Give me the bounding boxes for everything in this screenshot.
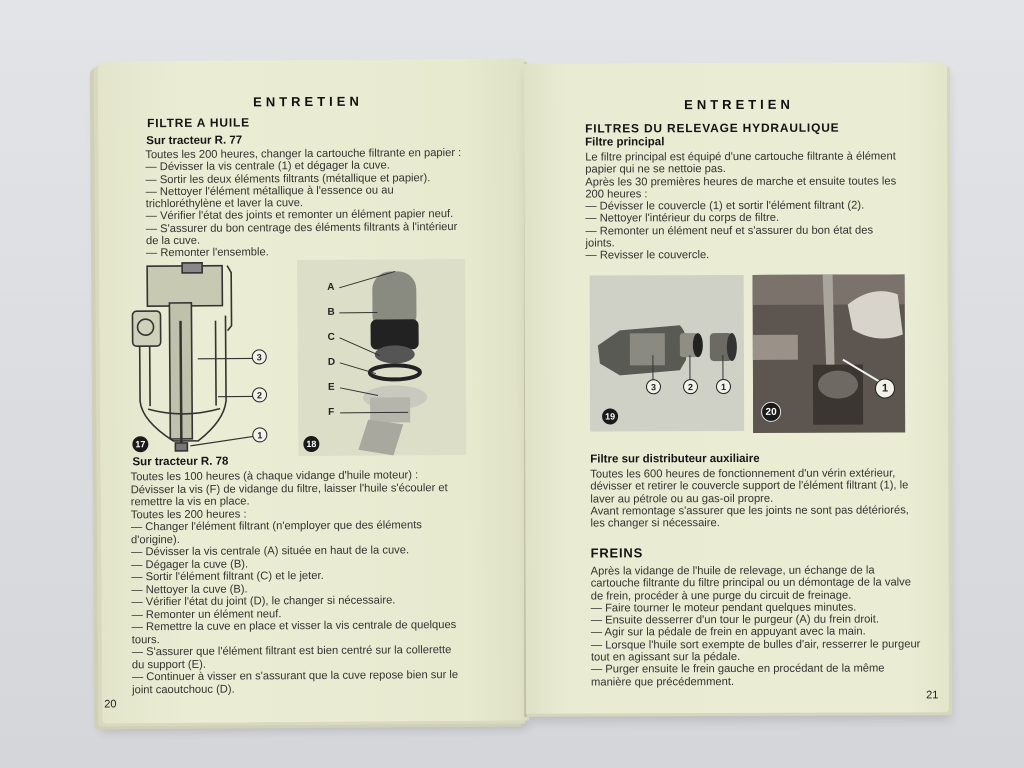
figure-number: 17 (132, 436, 148, 452)
left-page (98, 59, 530, 724)
label-f: F (328, 406, 335, 418)
label-a: A (327, 281, 335, 293)
list-item: — Dévisser le couvercle (1) et sortir l'élément filtrant (2). (585, 199, 865, 213)
callout-1: 1 (875, 378, 895, 398)
list-item: — Nettoyer l'intérieur du corps de filtre. (585, 212, 780, 226)
subsection-title-filtre-principal: Filtre principal (585, 136, 665, 149)
filtre-principal-instructions (585, 150, 897, 262)
figure-number: 20 (761, 402, 781, 422)
list-item: — Remonter un élément neuf. (131, 607, 282, 621)
list-item: — Sortir l'élément filtrant (C) et le jeter. (131, 569, 324, 584)
list-item: — Vérifier l'état du joint (D), le changer si nécessaire. (131, 594, 396, 609)
list-item: — Lorsque l'huile sort exempte de bulles d'air, resserrer le purgeur tout en agissant sur la pédale. (590, 638, 921, 664)
callout-1: 1 (252, 427, 267, 442)
freins-instructions (591, 564, 923, 688)
subsection-title-r77: Sur tracteur R. 77 (146, 134, 243, 148)
running-head: ENTRETIEN (253, 93, 363, 110)
page-number: 20 (104, 698, 117, 711)
paragraph: Toutes les 600 heures de fonctionnement d'un vérin extérieur, dévisser et retirer le couvercle support de l'élément filtrant (1), le laver au pétrole ou au gas-oil propre. (590, 467, 909, 506)
callout-2: 2 (683, 379, 698, 394)
list-item: — S'assurer du bon centrage des éléments filtrants à l'intérieur de la cuve. (145, 220, 458, 248)
figure-number: 18 (303, 436, 319, 452)
list-item: — Remonter un élément neuf et s'assurer du bon état des joints. (585, 224, 874, 250)
figure-17-oil-filter-cutaway (127, 260, 298, 456)
paragraph: Après la vidange de l'huile de relevage, un échange de la cartouche filtrante du filtre principal ou un démontage de la valve de frein, procéder à une purge du circuit de freinage. (590, 564, 911, 603)
paragraph: Toutes les 200 heures : (130, 507, 247, 521)
page-number: 21 (926, 689, 939, 702)
callout-1: 1 (716, 379, 731, 394)
label-b: B (327, 306, 335, 318)
list-item: — Sortir les deux éléments filtrants (métallique et papier). (145, 171, 431, 186)
oil-filter-cutaway-drawing (127, 260, 298, 456)
paragraph: Après les 30 premières heures de marche et ensuite toutes les 200 heures : (585, 175, 897, 201)
list-item: — Dévisser la vis centrale (1) et dégager la cuve. (145, 159, 390, 174)
figure-20-distributor-filter-photo (753, 274, 906, 433)
list-item: — Nettoyer la cuve (B). (131, 582, 248, 596)
list-item: — Continuer à visser en s'assurant que la cuve repose bien sur le joint caoutchouc (D). (131, 668, 459, 696)
callout-3: 3 (252, 349, 267, 364)
list-item: — Ensuite desserrer d'un tour le purgeur (A) du frein droit. (590, 613, 880, 627)
subsection-title-filtre-auxiliaire: Filtre sur distributeur auxiliaire (590, 452, 760, 466)
list-item: — Vérifier l'état des joints et remonter un élément papier neuf. (145, 208, 454, 223)
list-item: — Nettoyer l'élément métallique à l'essence ou au trichloréthylène et laver la cuve. (145, 184, 394, 211)
list-item: — Agir sur la pédale de frein en appuyant avec la main. (590, 626, 866, 639)
filtre-auxiliaire-instructions (590, 467, 910, 530)
label-d: D (327, 356, 336, 368)
section-title-freins: FREINS (590, 545, 644, 561)
list-item: — Remonter l'ensemble. (145, 246, 269, 260)
r78-instructions (131, 469, 466, 696)
figure-19-hydraulic-filter-parts (590, 275, 745, 432)
running-head: ENTRETIEN (684, 96, 794, 113)
label-e: E (327, 381, 335, 393)
subsection-title-r78: Sur tracteur R. 78 (132, 455, 229, 469)
callout-2: 2 (252, 387, 267, 402)
oil-filter-exploded-photo (297, 259, 466, 456)
paragraph: Toutes les 200 heures, changer la cartouche filtrante en papier : (145, 146, 462, 162)
r77-instructions (145, 147, 464, 260)
list-item: — Revisser le couvercle. (585, 249, 710, 262)
paragraph: Toutes les 100 heures (à chaque vidange d'huile moteur) : Dévisser la vis (F) de vidange du filtre, laisser l'huile s'écouler et remettre la vis en place. (130, 469, 448, 509)
list-item: — Changer l'élément filtrant (n'employer que des éléments d'origine). (130, 519, 422, 546)
list-item: — Dévisser la vis centrale (A) située en haut de la cuve. (131, 544, 410, 559)
paragraph: Le filtre principal est équipé d'une cartouche filtrante à élément papier qui ne se nettoie pas. (585, 150, 896, 176)
list-item: — Dégager la cuve (B). (131, 557, 249, 571)
list-item: — Faire tourner le moteur pendant quelques minutes. (590, 601, 857, 615)
callout-3: 3 (646, 379, 661, 394)
label-c: C (327, 331, 335, 343)
list-item: — Remettre la cuve en place et visser la vis centrale de quelques tours. (131, 619, 457, 646)
list-item: — S'assurer que l'élément filtrant est bien centré sur la collerette du support (E). (131, 644, 452, 671)
paragraph: Avant remontage s'assurer que les joints ne sont pas détériorés, les changer si nécessaire. (590, 504, 909, 530)
figure-number: 19 (602, 408, 618, 424)
section-title: FILTRE A HUILE (147, 115, 250, 131)
section-title: FILTRES DU RELEVAGE HYDRAULIQUE (585, 120, 840, 136)
right-page (524, 62, 949, 713)
figure-18-oil-filter-exploded (297, 259, 466, 456)
list-item: — Purger ensuite le frein gauche en procédant de la même manière que précédemment. (590, 662, 885, 689)
